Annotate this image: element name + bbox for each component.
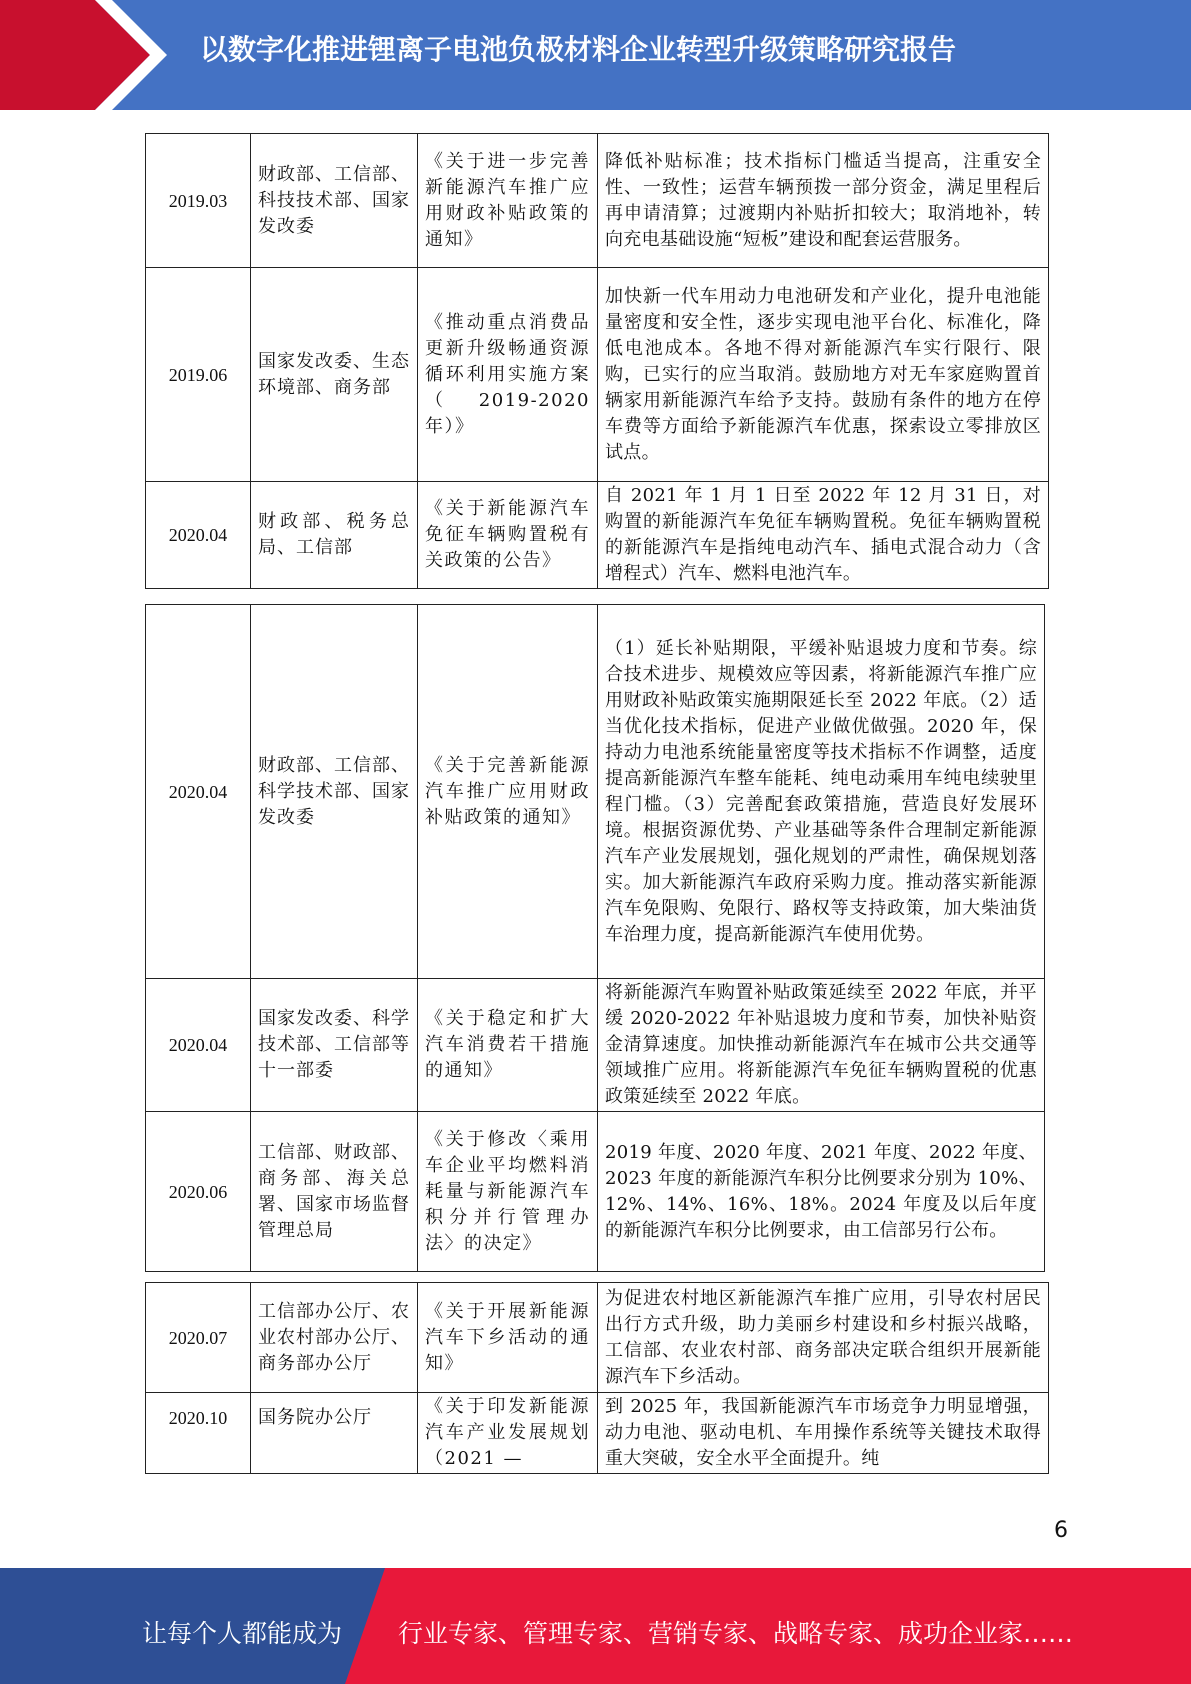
table-row [146, 482, 1049, 589]
policy-table-1 [145, 133, 1049, 589]
footer-slogan-left: 让每个人都能成为 [142, 1619, 343, 1648]
date-cell: 2020.04 [146, 605, 251, 979]
department-cell: 国家发改委、生态环境部、商务部 [251, 268, 418, 482]
policy-title-cell: 《关于新能源汽车免征车辆购置税有关政策的公告》 [418, 482, 598, 589]
department-cell: 财政部、工信部、科学技术部、国家发改委 [251, 605, 418, 979]
table-row [146, 605, 1045, 979]
policy-title-cell: 《关于完善新能源汽车推广应用财政补贴政策的通知》 [418, 605, 598, 979]
policy-title-cell: 《关于修改〈乘用车企业平均燃料消耗量与新能源汽车积分并行管理办法〉的决定》 [418, 1112, 598, 1272]
department-cell: 工信部、财政部、商务部、海关总署、国家市场监督管理总局 [251, 1112, 418, 1272]
policy-title-cell: 《推动重点消费品更新升级畅通资源循环利用实施方案（2019-2020年）》 [418, 268, 598, 482]
policy-content-cell: 加快新一代车用动力电池研发和产业化，提升电池能量密度和安全性，逐步实现电池平台化、标准化，降低电池成本。各地不得对新能源汽车实行限行、限购，已实行的应当取消。鼓励地方对无车家庭购置首辆家用新能源汽车给予支持。鼓励有条件的地方在停车费等方面给予新能源汽车优惠，探索设立零排放区试点。 [598, 268, 1049, 482]
policy-content-cell: 将新能源汽车购置补贴政策延续至 2022 年底，并平缓 2020-2022 年补贴退坡力度和节奏，加快补贴资金清算速度。加快推动新能源汽车在城市公共交通等领域推广应用。将新能源汽车免征车辆购置税的优惠政策延续至 2022 年底。 [598, 979, 1045, 1112]
department-cell: 国务院办公厅 [251, 1393, 418, 1474]
policy-title-cell: 《关于开展新能源汽车下乡活动的通知》 [418, 1283, 598, 1393]
date-cell: 2020.04 [146, 979, 251, 1112]
department-cell: 工信部办公厅、农业农村部办公厅、商务部办公厅 [251, 1283, 418, 1393]
table-row [146, 979, 1045, 1112]
policy-content-cell: 降低补贴标准；技术指标门槛适当提高，注重安全性、一致性；运营车辆预拨一部分资金，满足里程后再申请清算；过渡期内补贴折扣较大；取消地补，转向充电基础设施“短板”建设和配套运营服务。 [598, 134, 1049, 268]
policy-table-2 [145, 604, 1045, 1272]
date-cell: 2020.06 [146, 1112, 251, 1272]
policy-content-cell: 到 2025 年，我国新能源汽车市场竞争力明显增强，动力电池、驱动电机、车用操作系统等关键技术取得重大突破，安全水平全面提升。纯 [598, 1393, 1049, 1474]
policy-title-cell: 《关于印发新能源汽车产业发展规划（2021 — [418, 1393, 598, 1474]
page-header [0, 0, 1191, 110]
date-cell: 2019.06 [146, 268, 251, 482]
table-row [146, 1283, 1049, 1393]
policy-content-cell: 为促进农村地区新能源汽车推广应用，引导农村居民出行方式升级，助力美丽乡村建设和乡村振兴战略，工信部、农业农村部、商务部决定联合组织开展新能源汽车下乡活动。 [598, 1283, 1049, 1393]
department-cell: 财政部、税务总局、工信部 [251, 482, 418, 589]
policy-content-cell: （1）延长补贴期限，平缓补贴退坡力度和节奏。综合技术进步、规模效应等因素，将新能源汽车推广应用财政补贴政策实施期限延长至 2022 年底。（2）适当优化技术指标，促进产业做优做强。2020 年，保持动力电池系统能量密度等技术指标不作调整，适度提高新能源汽车整车能耗、纯电动乘用车纯电续驶里程门槛。（3）完善配套政策措施，营造良好发展环境。根据资源优势、产业基础等条件合理制定新能源汽车产业发展规划，强化规划的严肃性，确保规划落实。加大新能源汽车政府采购力度。推动落实新能源汽车免限购、免限行、路权等支持政策，加大柴油货车治理力度，提高新能源汽车使用优势。 [598, 605, 1045, 979]
footer-slogan-right: 行业专家、管理专家、营销专家、战略专家、成功企业家…… [398, 1619, 1074, 1648]
date-cell: 2019.03 [146, 134, 251, 268]
policy-table-3 [145, 1282, 1049, 1474]
date-cell: 2020.07 [146, 1283, 251, 1393]
department-cell: 财政部、工信部、科技技术部、国家发改委 [251, 134, 418, 268]
table-row [146, 1393, 1049, 1474]
date-cell: 2020.04 [146, 482, 251, 589]
date-cell: 2020.10 [146, 1393, 251, 1474]
policy-title-cell: 《关于进一步完善新能源汽车推广应用财政补贴政策的通知》 [418, 134, 598, 268]
table-row [146, 268, 1049, 482]
policy-content-cell: 2019 年度、2020 年度、2021 年度、2022 年度、2023 年度的新能源汽车积分比例要求分别为 10%、12%、14%、16%、18%。2024 年度及以后年度的新能源汽车积分比例要求，由工信部另行公布。 [598, 1112, 1045, 1272]
page-footer [0, 1568, 1191, 1684]
table-row [146, 1112, 1045, 1272]
report-title: 以数字化推进锂离子电池负极材料企业转型升级策略研究报告 [200, 33, 957, 66]
page-number: 6 [1054, 1518, 1068, 1543]
policy-title-cell: 《关于稳定和扩大汽车消费若干措施的通知》 [418, 979, 598, 1112]
department-cell: 国家发改委、科学技术部、工信部等十一部委 [251, 979, 418, 1112]
table-row [146, 134, 1049, 268]
policy-content-cell: 自 2021 年 1 月 1 日至 2022 年 12 月 31 日，对购置的新能源汽车免征车辆购置税。免征车辆购置税的新能源汽车是指纯电动汽车、插电式混合动力（含增程式）汽车、燃料电池汽车。 [598, 482, 1049, 589]
